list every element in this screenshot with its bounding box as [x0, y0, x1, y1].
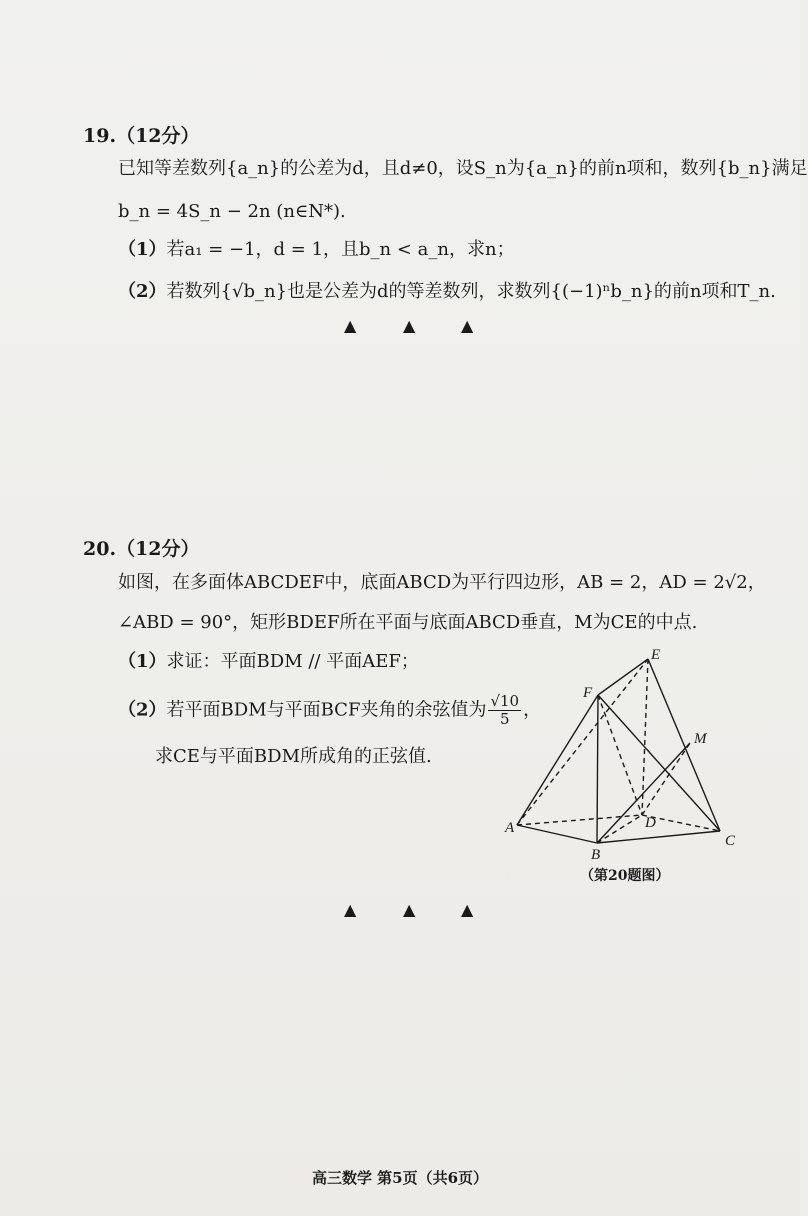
q20-part1-label: （1）: [118, 651, 167, 672]
q20-part2: （2）若平面BDM与平面BCF夹角的余弦值为 $\frac{√10}{5}$ ，: [118, 692, 542, 728]
triangle-icon: ▲: [344, 316, 357, 335]
q20-part2-continued: 求CE与平面BDM所成角的正弦值.: [155, 746, 432, 767]
q20-part2-label: （2）: [118, 699, 167, 721]
q19-score: （12分）: [116, 125, 200, 147]
q19-number: 19.: [83, 125, 117, 147]
q20-stem-line1: 如图，在多面体ABCDEF中，底面ABCD为平行四边形，AB = 2，AD = 2√2，: [118, 572, 766, 593]
triangle-icon: ▲: [461, 316, 474, 335]
vertex-label-C: C: [725, 833, 736, 849]
vertex-label-B: B: [591, 847, 601, 863]
triangle-icon: ▲: [403, 900, 416, 919]
cosine-denominator: 5: [500, 710, 510, 728]
vertex-label-F: F: [583, 685, 593, 701]
edge-BC: [597, 831, 720, 843]
page-footer: 高三数学 第5页（共6页）: [311, 1169, 489, 1187]
q20-part1-text: 求证：平面BDM // 平面AEF；: [166, 651, 419, 672]
edge-FB: [597, 695, 598, 843]
q20-stem-line2: ∠ABD = 90°，矩形BDEF所在平面与底面ABCD垂直，M为CE的中点.: [118, 612, 698, 633]
edge-EC: [648, 659, 720, 831]
edge-AD: [517, 815, 642, 825]
edge-FD: [598, 695, 642, 815]
triangle-icon: ▲: [461, 900, 474, 919]
q20-part2-text-a: 若平面BDM与平面BCF夹角的余弦值为: [166, 699, 487, 721]
polyhedron-figure: [505, 645, 745, 863]
q19-part2-label: （2）: [118, 281, 167, 302]
separator-row: [0, 900, 800, 922]
vertex-label-E: E: [651, 647, 661, 663]
triangle-icon: ▲: [344, 900, 357, 919]
q19-part1-text: 若a₁ = −1，d = 1，且b_n < a_n，求n；: [166, 239, 515, 260]
q20-part1: [118, 650, 419, 674]
q19-part2-text: 若数列{√b_n}也是公差为d的等差数列，求数列{(−1)ⁿb_n}的前n项和T_n.: [166, 281, 776, 302]
q19-part2: [118, 280, 776, 304]
edge-AE: [517, 659, 648, 825]
q19-header: [83, 124, 200, 149]
q20-header: [83, 537, 200, 562]
q19-formula: b_n = 4S_n − 2n (n∈N*).: [118, 201, 346, 222]
vertex-label-M: M: [694, 731, 707, 747]
q19-part1: [118, 238, 515, 262]
separator-row: [0, 316, 800, 338]
figure-caption: （第20题图）: [580, 868, 670, 884]
vertex-label-D: D: [645, 815, 656, 831]
q19-part1-label: （1）: [118, 239, 167, 260]
triangle-icon: ▲: [403, 316, 416, 335]
q20-number: 20.: [83, 538, 117, 560]
q20-score: （12分）: [116, 538, 200, 560]
vertex-label-A: A: [505, 820, 515, 836]
edge-FC: [598, 695, 720, 831]
edge-AB: [517, 825, 597, 843]
edge-AF: [517, 695, 598, 825]
edge-DM: [642, 743, 690, 815]
q19-stem: 已知等差数列{a_n}的公差为d，且d≠0，设S_n为{a_n}的前n项和，数列{b_n}满足: [118, 158, 808, 179]
cosine-numerator: √10: [490, 692, 520, 710]
